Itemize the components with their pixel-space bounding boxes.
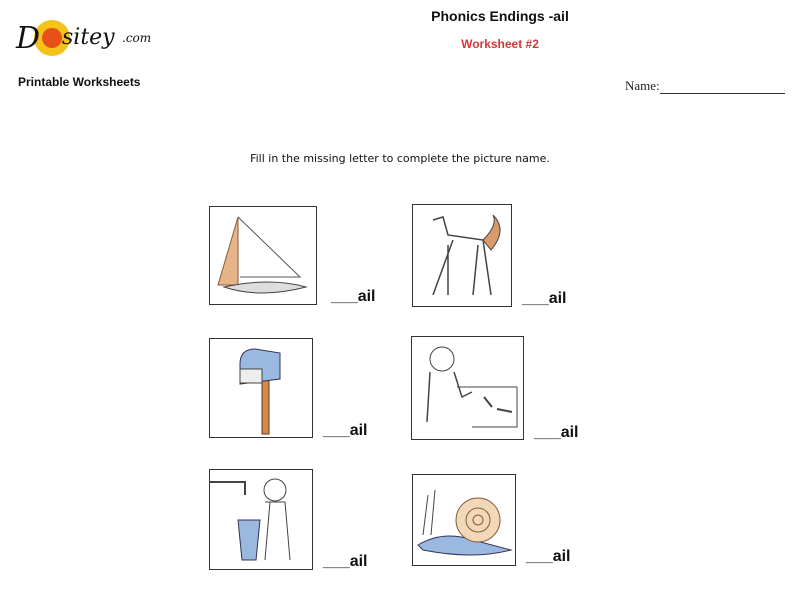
picture-boy-hammering-nail [411, 336, 524, 440]
svg-text:D: D [16, 21, 41, 56]
name-field [625, 78, 785, 94]
svg-text:sitey: sitey [62, 25, 115, 50]
picture-mailbox [209, 338, 313, 438]
blank-word: ___ail [522, 290, 567, 307]
blank-word: ___ail [526, 548, 571, 565]
blank-word: ___ail [323, 422, 368, 439]
blank-word: ___ail [331, 288, 376, 305]
worksheet-number: Worksheet #2 [461, 37, 539, 51]
picture-snail [412, 474, 516, 566]
page-title: Phonics Endings -ail [431, 8, 569, 24]
blank-word: ___ail [323, 553, 368, 570]
tagline: Printable Worksheets [18, 75, 141, 89]
picture-dog-tail [412, 204, 512, 307]
instructions: Fill in the missing letter to complete the picture name. [250, 152, 550, 165]
blank-word: ___ail [534, 424, 579, 441]
name-label: Name: [625, 78, 660, 93]
svg-text:.com: .com [122, 31, 152, 45]
picture-sailboat [209, 206, 317, 305]
picture-boy-with-pail [209, 469, 313, 570]
name-line [660, 80, 785, 94]
